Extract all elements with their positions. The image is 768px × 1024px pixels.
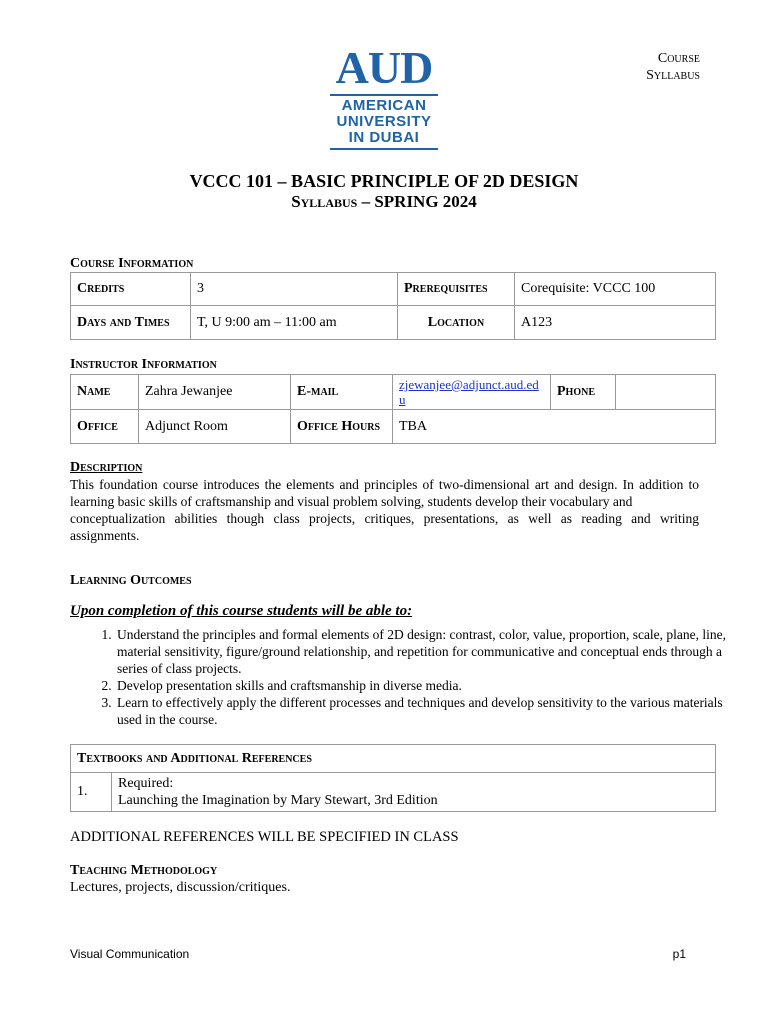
logo-line-1: AMERICAN bbox=[341, 97, 427, 114]
location-label: Location bbox=[398, 306, 515, 340]
credits-value: 3 bbox=[191, 273, 398, 306]
email-label: E-mail bbox=[291, 375, 393, 410]
textbook-required: Required: bbox=[118, 776, 174, 791]
prereq-value: Corequisite: VCCC 100 bbox=[515, 273, 716, 306]
list-item: 3. Learn to effectively apply the different processes and techniques and develop sensitivity to the various materials used in the course. bbox=[115, 694, 745, 728]
page-subtitle bbox=[0, 192, 768, 212]
logo-line-2: UNIVERSITY bbox=[336, 113, 432, 130]
learning-outcomes-heading: Learning Outcomes bbox=[70, 573, 192, 588]
description-heading: Description bbox=[70, 460, 143, 475]
prereq-label: Prerequisites bbox=[398, 273, 515, 306]
subtitle-term: – SPRING 2024 bbox=[361, 192, 477, 211]
footer-page-number: p1 bbox=[672, 947, 686, 961]
page-title: VCCC 101 – BASIC PRINCIPLE OF 2D DESIGN bbox=[189, 171, 579, 191]
hours-value: TBA bbox=[393, 410, 716, 444]
days-value: T, U 9:00 am – 11:00 am bbox=[191, 306, 398, 340]
logo-line-3: IN DUBAI bbox=[348, 129, 420, 146]
textbooks-heading: Textbooks and Additional References bbox=[71, 745, 716, 773]
logo-underline bbox=[330, 148, 438, 150]
learning-outcomes-list bbox=[70, 626, 745, 728]
list-item: 2. Develop presentation skills and craftsmanship in diverse media. bbox=[115, 677, 745, 694]
name-value: Zahra Jewanjee bbox=[139, 375, 291, 410]
additional-references: ADDITIONAL REFERENCES WILL BE SPECIFIED IN CLASS bbox=[70, 829, 459, 845]
email-link[interactable]: zjewanjee@adjunct.aud.ed u bbox=[399, 377, 539, 407]
phone-label: Phone bbox=[551, 375, 616, 410]
logo-abbr: AUD bbox=[335, 42, 433, 93]
corner-label-line2: Syllabus bbox=[646, 68, 700, 83]
name-label: Name bbox=[71, 375, 139, 410]
textbook-title: Launching the Imagination by Mary Stewart, 3rd Edition bbox=[118, 793, 438, 808]
hours-label: Office Hours bbox=[291, 410, 393, 444]
instructor-table bbox=[70, 374, 716, 444]
office-label: Office bbox=[71, 410, 139, 444]
corner-label bbox=[646, 50, 700, 84]
office-value: Adjunct Room bbox=[139, 410, 291, 444]
footer-course: Visual Communication bbox=[70, 947, 190, 961]
teaching-text: Lectures, projects, discussion/critiques. bbox=[70, 880, 291, 895]
learning-outcomes-lead: Upon completion of this course students will be able to: bbox=[70, 603, 413, 619]
teaching-heading: Teaching Methodology bbox=[70, 863, 218, 878]
list-item: 1. Understand the principles and formal elements of 2D design: contrast, color, value, proportion, scale, plane, line, material sensitivity, figure/ground relationship, and repetition for communicative and conceptual ends through a series of class projects. bbox=[115, 626, 745, 677]
location-value: A123 bbox=[515, 306, 716, 340]
textbook-row-number: 1. bbox=[71, 773, 112, 812]
days-label: Days and Times bbox=[71, 306, 191, 340]
description-text-2: conceptualization abilities though class projects, critiques, presentations, as well as reading and writing assignments. bbox=[70, 511, 699, 543]
phone-value bbox=[616, 375, 716, 410]
aud-logo bbox=[326, 44, 442, 152]
course-info-table bbox=[70, 272, 716, 340]
textbooks-table bbox=[70, 744, 716, 812]
instructor-heading: Instructor Information bbox=[70, 357, 217, 372]
description-text-1: This foundation course introduces the elements and principles of two-dimensional art and design. In addition to learning basic skills of craftsmanship and visual problem solving, students develop their vocabulary and bbox=[70, 477, 699, 509]
credits-label: Credits bbox=[71, 273, 191, 306]
course-info-heading: Course Information bbox=[70, 256, 194, 271]
corner-label-line1: Course bbox=[657, 51, 700, 66]
description-body bbox=[70, 476, 699, 544]
subtitle-label: Syllabus bbox=[291, 192, 358, 211]
logo-divider bbox=[330, 94, 438, 96]
textbook-row bbox=[112, 773, 716, 812]
